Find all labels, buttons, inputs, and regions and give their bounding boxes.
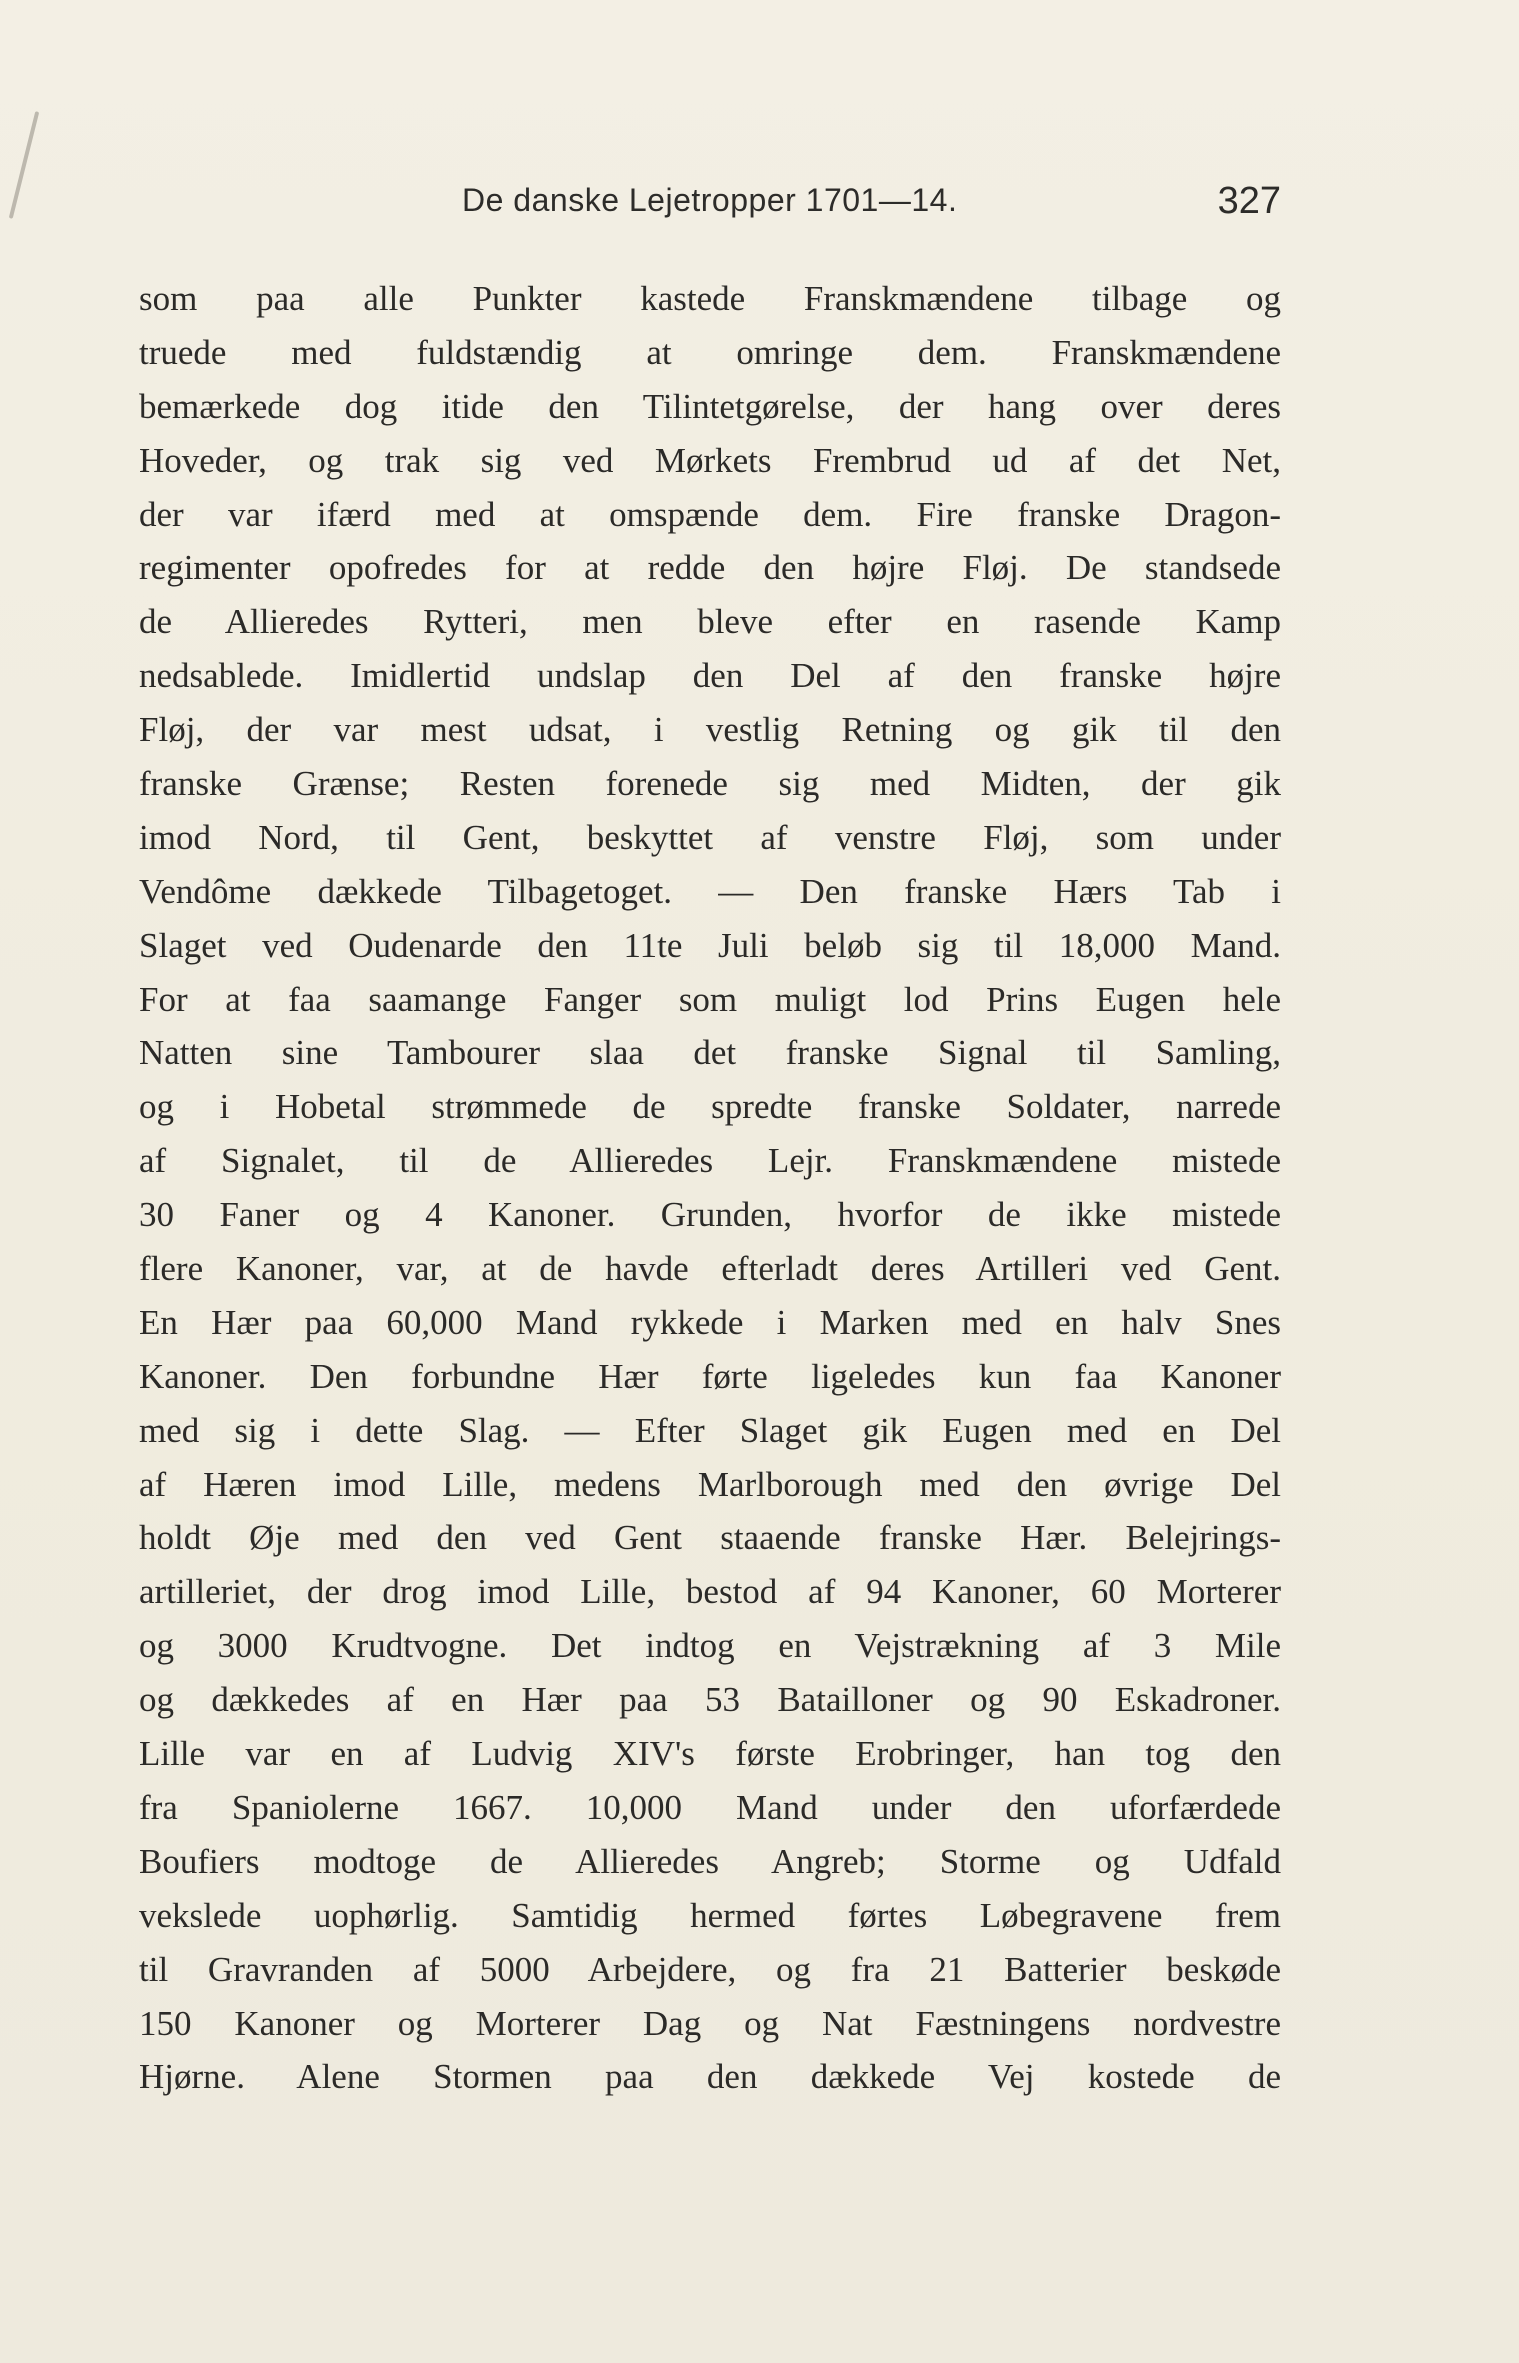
body-text	[139, 272, 1281, 2104]
text-line: og 3000 Krudtvogne. Det indtog en Vejstrækning af 3 Mile	[139, 1626, 1281, 1666]
text-line: En Hær paa 60,000 Mand rykkede i Marken med en halv Snes	[139, 1302, 1281, 1342]
text-line: truede med fuldstændig at omringe dem. Franskmændene	[139, 332, 1281, 372]
text-line: Lille var en af Ludvig XIV's første Erobringer, han tog den	[139, 1734, 1281, 1774]
text-line: Natten sine Tambourer slaa det franske Signal til Samling,	[139, 1033, 1281, 1073]
text-line: Hoveder, og trak sig ved Mørkets Frembrud ud af det Net,	[139, 440, 1281, 480]
text-line: vekslede uophørlig. Samtidig hermed førtes Løbegravene frem	[139, 1895, 1281, 1935]
text-line: Kanoner. Den forbundne Hær førte ligeledes kun faa Kanoner	[139, 1356, 1281, 1396]
page-header	[139, 178, 1281, 230]
text-line: af Signalet, til de Allieredes Lejr. Franskmændene mistede	[139, 1141, 1281, 1181]
text-line: der var ifærd med at omspænde dem. Fire franske Dragon-	[139, 494, 1281, 534]
text-line: med sig i dette Slag. — Efter Slaget gik Eugen med en Del	[139, 1410, 1281, 1450]
text-line: af Hæren imod Lille, medens Marlborough med den øvrige Del	[139, 1464, 1281, 1504]
text-line: artilleriet, der drog imod Lille, bestod af 94 Kanoner, 60 Morterer	[139, 1572, 1281, 1612]
pencil-mark	[9, 111, 39, 219]
text-line: som paa alle Punkter kastede Franskmændene tilbage og	[139, 279, 1281, 318]
text-line: 30 Faner og 4 Kanoner. Grunden, hvorfor de ikke mistede	[139, 1195, 1281, 1235]
text-line: Fløj, der var mest udsat, i vestlig Retning og gik til den	[139, 710, 1281, 750]
text-line: regimenter opofredes for at redde den højre Fløj. De standsede	[139, 548, 1281, 588]
text-line: til Gravranden af 5000 Arbejdere, og fra 21 Batterier beskøde	[139, 1949, 1281, 1989]
text-line: fra Spaniolerne 1667. 10,000 Mand under den uforfærdede	[139, 1787, 1281, 1827]
text-line: For at faa saamange Fanger som muligt lod Prins Eugen hele	[139, 979, 1281, 1019]
text-line: og dækkedes af en Hær paa 53 Bataillоner og 90 Eskadroner.	[139, 1680, 1281, 1720]
text-line: og i Hobetal strømmede de spredte franske Soldater, narrede	[139, 1087, 1281, 1127]
text-line: flere Kanoner, var, at de havde efterladt deres Artilleri ved Gent.	[139, 1249, 1281, 1289]
text-line: Vendôme dækkede Tilbagetoget. — Den franske Hærs Tab i	[139, 871, 1281, 911]
text-line: bemærkede dog itide den Tilintetgørelse, der hang over deres	[139, 386, 1281, 426]
running-title: De danske Lejetropper 1701—14.	[462, 182, 958, 218]
text-line: nedsablede. Imidlertid undslap den Del af den franske højre	[139, 656, 1281, 696]
text-line: Hjørne. Alene Stormen paa den dækkede Vej kostede de	[139, 2057, 1281, 2097]
text-line: 150 Kanoner og Morterer Dag og Nat Fæstningens nordvestre	[139, 2003, 1281, 2043]
text-line: Boufiers modtoge de Allieredes Angreb; Storme og Udfald	[139, 1841, 1281, 1881]
text-line: de Allieredes Rytteri, men bleve efter en rasende Kamp	[139, 602, 1281, 642]
text-line: imod Nord, til Gent, beskyttet af venstre Fløj, som under	[139, 817, 1281, 857]
text-line: franske Grænse; Resten forenede sig med Midten, der gik	[139, 764, 1281, 804]
text-line: holdt Øje med den ved Gent staaende franske Hær. Belejrings-	[139, 1518, 1281, 1558]
text-line: Slaget ved Oudenarde den 11te Juli beløb sig til 18,000 Mand.	[139, 925, 1281, 965]
page-number: 327	[1217, 180, 1281, 222]
